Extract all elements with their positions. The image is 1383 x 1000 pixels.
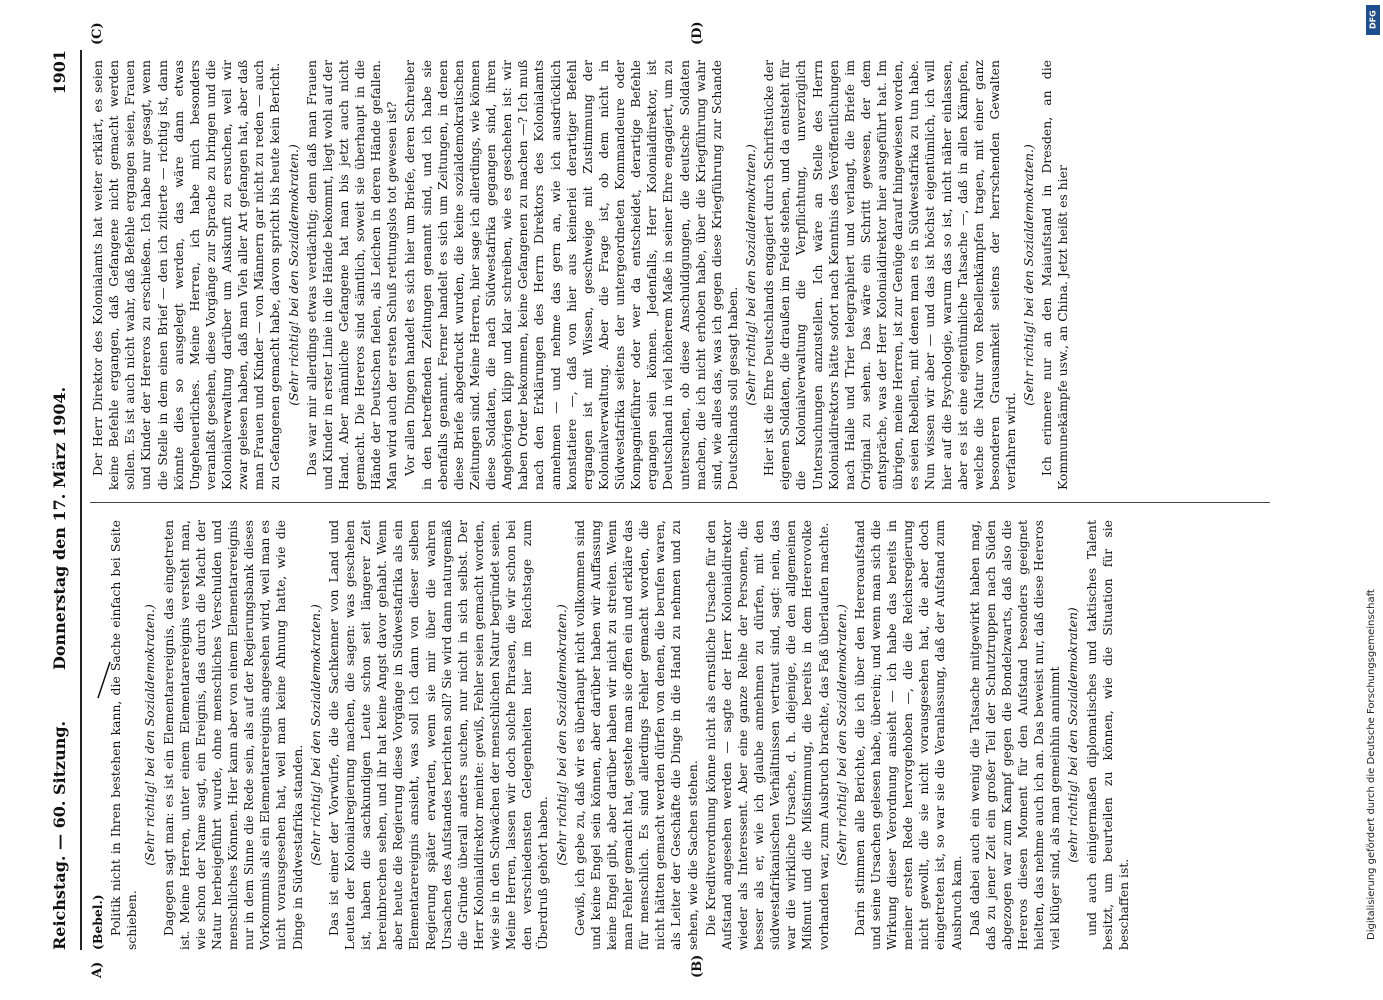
rotated-document-page xyxy=(50,21,1350,978)
interjection: (Sehr richtig! bei den Sozialdemokraten.) xyxy=(743,144,758,406)
running-head xyxy=(50,50,74,950)
page-number: 1901 xyxy=(50,50,69,95)
interjection: (Sehr richtig! bei den Sozialdemokraten.) xyxy=(142,604,158,866)
header-rule xyxy=(80,50,82,950)
header-left: Reichstag. — 60. Sitzung. xyxy=(50,720,69,950)
paragraph: Daß dabei auch ein wenig die Tatsache mitgewirkt haben mag, daß zu jener Zeit ein großer Teil der Schutztruppen nach Süden abgezogen war zum Kampf gegen die Bondelzwarts, daß also die Hereros diesen Moment für den Aufstand besonders geeignet hielten, das nehme auch ich an. Das beweist nur, daß diese Hereros viel klüger sind, als man gemeinhin annimmt xyxy=(966,520,1063,950)
interjection: (Sehr richtig! bei den Sozialdemokraten.) xyxy=(285,144,301,406)
paragraph: Gewiß, ich gebe zu, daß wir es überhaupt nicht vollkommen sind und keine Engel sein können, aber darüber haben wir Auffassung keine Engel gibt, aber darüber haben wir nicht zu streiten. Wenn man Fehler gemacht hat, gestehe man sie offen ein und erkläre das für menschlich. Es sind allerdings Fehler gemacht worden, die nicht hätten gemacht werden dürfen von denen, die berufen waren, als Leiter der Geschäfte die Dinge in die Hand zu nehmen und zu sehen, wie die Sachen stehen. xyxy=(571,520,700,950)
paragraph: und auch einigermaßen diplomatisches und taktisches Talent besitzt, um beurteilen zu können, wie die Situation für sie beschaffen ist. xyxy=(1083,520,1131,950)
paragraph: Der Herr Direktor des Kolonialamts hat weiter erklärt, es seien keine Befehle ergangen, daß Gefangene nicht gemacht werden sollen. Es ist auch nicht wahr, daß Befehle ergangen seien, Frauen und Kinder der Hereros zu erschießen. Ich habe nur gesagt, wenn die Stelle in dem einen Brief — den ich zitierte — richtig ist, dann könnte dies so ausgelegt werden, das wäre dann etwas Ungeheuerliches. Meine Herren, ich habe mich besonders veranlaßt gesehen, diese Vorgänge zur Sprache zu bringen und die Kolonialverwaltung darüber um Auskunft zu ersuchen, weil wir zwar gelesen haben, daß man Vieh aller Art gefangen hat, aber daß man Frauen und Kinder — von Männern gar nicht zu reden — auch zu Gefangenen gemacht habe, davon spricht bis heute kein Bericht. xyxy=(90,60,283,490)
paragraph: Politik nicht in Ihren bestehen kann, die Sache einfach bei Seite schieben. xyxy=(108,520,140,950)
header-date: Donnerstag den 17. März 1904. xyxy=(50,386,69,670)
paragraph: Vor allen Dingen handelt es sich hier um Briefe, deren Schreiber in den betreffenden Zeitungen genannt sind, und ich habe sie ebenfalls genannt. Ferner handelt es sich um Zeitungen, in denen diese Briefe abgedruckt wurden, die keine sozialdemokratischen Zeitungen sind. Meine Herren, hier sage ich allerdings, wie können diese Soldaten, die nach Südwestafrika gegangen sind, ihren Angehörigen klipp und klar schreiben, wie es geschehen ist: wir haben Order bekommen, keine Gefangenen zu machen —? Ich muß nach den Erklärungen des Herrn Direktors des Kolonialamts annehmen — und nehme das gern an, wie ich ausdrücklich konstatiere —, daß von hier aus keinerlei derartiger Befehl ergangen ist mit Wissen, geschweige mit Zustimmung der Kolonialverwaltung. Aber die Frage ist, ob dem nicht in Südwestafrika seitens der untergeordneten Kommandeure oder Kompagnieführer oder wer da entscheidet, derartige Befehle ergangen sein können. Jedenfalls, Herr Kolonialdirektor, ist Deutschland in viel höherem Maße in seiner Ehre engagiert, um zu untersuchen, ob diese Anschuldigungen, die deutsche Soldaten machen, die ich nicht erhoben habe, über die Kriegführung wahr sind, wie alles das, was ich gegen diese Kriegführung zur Schande Deutschlands soll gesagt haben. xyxy=(402,60,740,490)
interjection: (Sehr richtig! bei den Sozialdemokraten.) xyxy=(553,604,569,866)
paragraph: Darin stimmen alle Berichte, die ich über den Hereroaufstand und seine Ursachen gelesen habe, überein; und wenn man sich die Wirkung dieser Verordnung ansieht — ich habe das bereits in meiner ersten Rede hervorgehoben —, die die Reichsregierung nicht gewollt, die sie nicht vorausgesehen hat, die aber doch eingetreten ist, so war sie die Veranlassung, daß der Aufstand zum Ausbruch kam. xyxy=(851,520,964,950)
paragraph: Das war mir allerdings etwas verdächtig; denn daß man Frauen und Kinder in erster Linie in die Hände bekommt, liegt wohl auf der Hand. Aber männliche Gefangene hat man bis jetzt auch nicht gemacht. Die Hereros sind sämtlich, soweit sie überhaupt in die Hände der Deutschen fielen, als Leichen in deren Hände gefallen. Man wird auch der ersten Schuß rettungslos tot gewesen ist? xyxy=(303,60,400,490)
margin-letter-a: A) xyxy=(90,961,105,978)
paragraph: Die Kreditverordnung könne nicht als ernstliche Ursache für den Aufstand angesehen werden — sagte der Herr Kolonialdirektor wieder als Interessent. Aber eine ganze Reihe der Personen, die besser als er, wie ich glaube annehmen zu dürfen, mit den südwestafrikanischen Verhältnissen vertraut sind, sagt: nein, das war die wirkliche Ursache, d. h. diejenige, die den allgemeinen Mißmut und die Mißstimmung, die bereits in dem Hererovolke vorhanden war, zum Ausbruch brachte, das Faß überlaufen machte. xyxy=(702,520,831,950)
interjection: (Sehr richtig! bei den Sozialdemokraten.) xyxy=(307,604,323,866)
margin-letter-d: (D) xyxy=(690,21,705,45)
interjection: (Sehr richtig! bei den Sozialdemokraten.) xyxy=(833,604,849,866)
paragraph: Dagegen sagt man: es ist ein Elementarereignis, das eingetreten ist. Meine Herren, unter einem Elementarereignis versteht man, wie schon der Name sagt, ein Ereignis, das durch die Macht der Natur herbeigeführt wurde, ohne menschliches Verschulden und menschliches Können. Hier kann aber von einem Elementarereignis nur in dem Sinne die Rede sein, als auf der Regierungsbank dieses Vorkommnis als ein Elementarereignis angesehen wird, weil man es nicht vorausgesehen hat, weil man keine Ahnung hatte, wie die Dinge in Südwestafrika standen. xyxy=(160,520,305,950)
margin-letter-c: (C) xyxy=(90,22,105,45)
interjection: (Sehr richtig! bei den Sozialdemokraten.) xyxy=(1021,144,1037,406)
column-left xyxy=(90,520,1270,950)
digitization-credit: Digitalisierung gefördert durch die Deutsche Forschungsgemeinschaft xyxy=(1366,589,1377,940)
paragraph: Hier ist die Ehre Deutschlands engagiert durch Schriftstücke der eigenen Soldaten, die draußen im Felde stehen, und da entsteht für die Kolonialverwaltung die Verpflichtung, unverzüglich Untersuchungen anzustellen. Ich wäre an Stelle des Herrn Kolonialdirektors hätte sofort nach Kenntnis des Veröffentlichungen nach Halle und Trier telegraphiert und verlangt, die Briefe im Original zu sehen. Das wäre ein Schritt gewesen, der dem entspräche, was der Herr Kolonialdirektor hier ausgeführt hat. Im übrigen, meine Herren, ist zur Genüge darauf hingewiesen worden, es seien Rebellen, mit denen man es in Südwestafrika zu tun habe. Nun wissen wir aber — und das ist höchst eigentümlich, ich will hier auf die Psychologie, warum das so ist, nicht näher einlassen, aber es ist eine eigentümliche Tatsache —, daß in allen Kämpfen, welche die Natur von Rebellenkämpfen tragen, mit einer ganz besonderen Grausamkeit seitens der herrschenden Gewalten verfahren wird. xyxy=(761,60,1018,490)
column-divider xyxy=(90,502,1270,503)
speaker-label: (Bebel.) xyxy=(90,894,105,950)
dfg-logo: DFG xyxy=(1366,5,1380,35)
paragraph: Ich erinnere nur an den Maiaufstand in Dresden, an die Kommunekämpfe usw., an China. Jetzt heißt es hier xyxy=(1039,60,1071,490)
margin-letter-b: (B) xyxy=(690,954,705,978)
interjection: (sehr richtig! bei den Sozialdemokraten) xyxy=(1065,607,1081,863)
paragraph: Das ist einer der Vorwürfe, die die Sachkenner von Land und Leuten der Kolonialregierung machen, die sagen: was geschehen ist, haben die sachkundigen Leute schon seit längerer Zeit hereinbrechen sehen, und ihr hat keine Angst davor gehabt. Wenn aber heute die Regierung diese Vorgänge in Südwestafrika als ein Elementarereignis ansieht, was soll ich dann von dieser selben Regierung später erwarten, wenn sie mir über die wahren Ursachen des Aufstandes berichten soll? Sie wird dann naturgemäß die Gründe überall anders suchen, nur nicht in sich selbst. Der Herr Kolonialdirektor meinte: gewiß, Fehler seien gemacht worden, wie sie in den Schwächen der menschlichen Natur begründet seien. Meine Herren, lassen wir doch solche Phrasen, die wir schon bei den verschiedensten Gelegenheiten hier im Reichstage zum Überdruß gehört haben. xyxy=(325,520,551,950)
column-right xyxy=(90,60,1270,490)
